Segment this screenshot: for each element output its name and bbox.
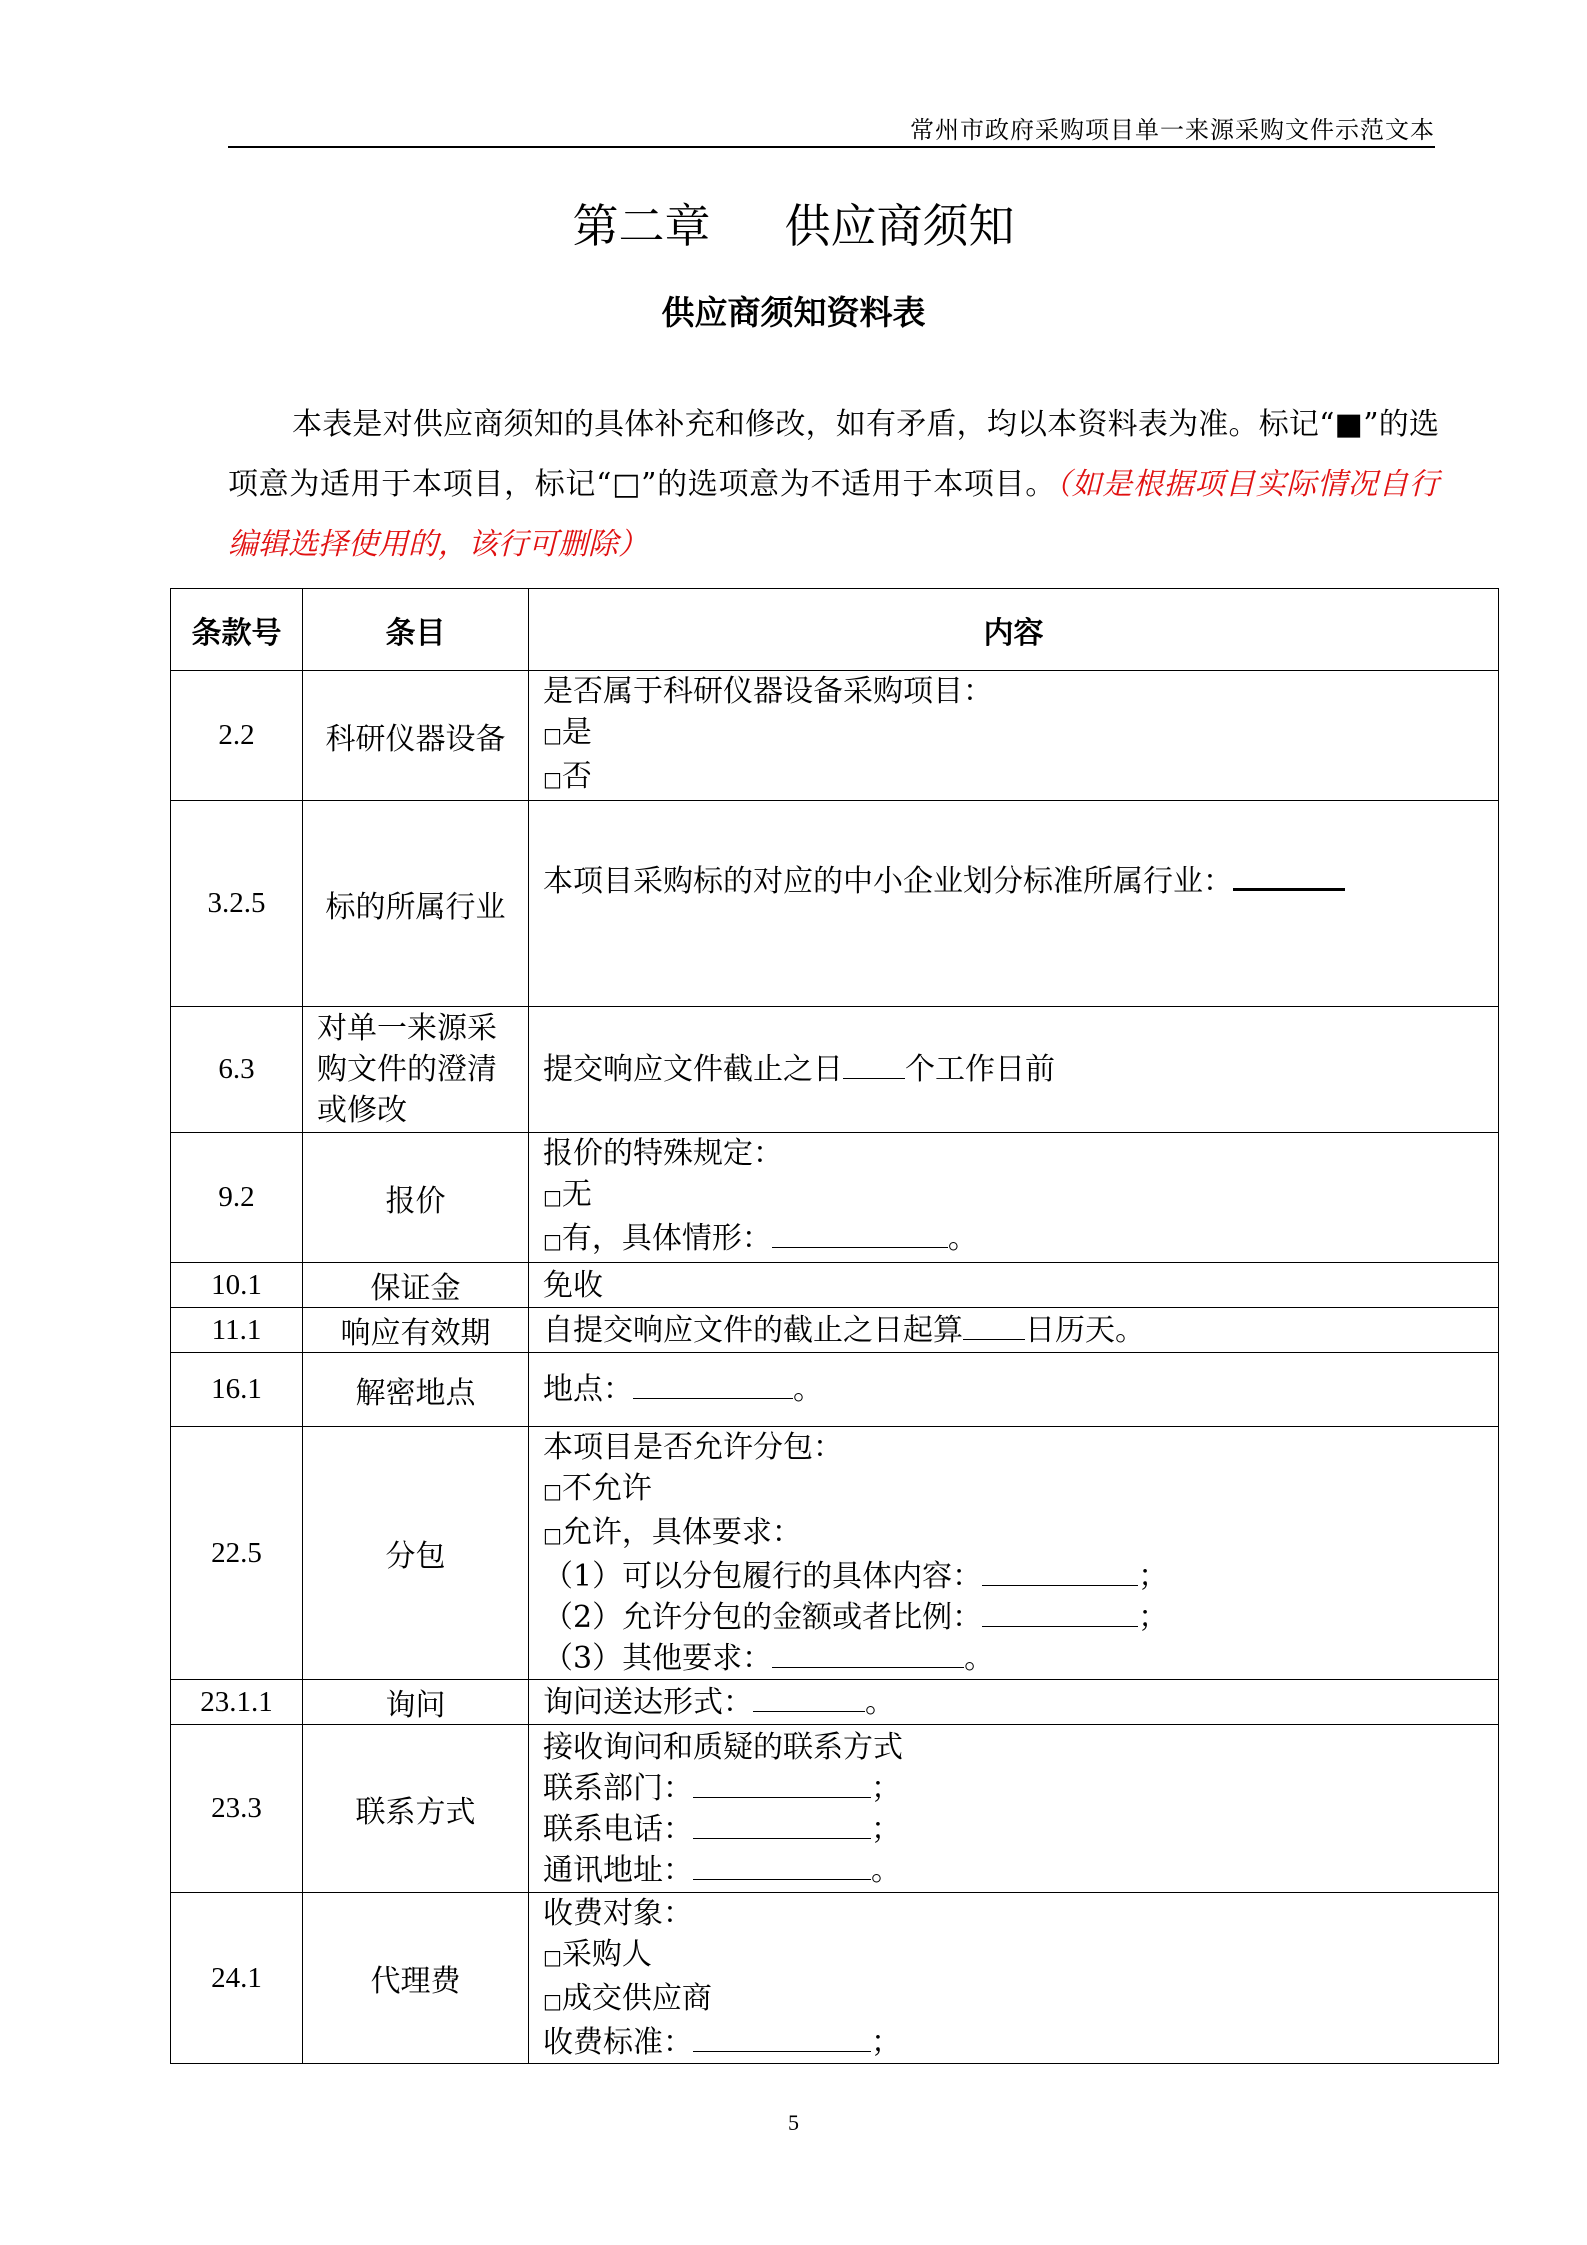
clause-number: 23.3 (171, 1725, 303, 1893)
checkbox-icon[interactable]: □ (543, 1229, 562, 1253)
content-line: 联系电话： (543, 1811, 693, 1847)
content-cell (529, 1263, 1499, 1308)
table-row (171, 1308, 1499, 1353)
fill-blank[interactable] (633, 1372, 793, 1399)
content-line: 本项目是否允许分包： (543, 1430, 843, 1465)
fill-blank[interactable] (1233, 862, 1345, 891)
content-line: 自提交响应文件的截止之日起算 (543, 1312, 963, 1348)
chapter-name: 供应商须知 (784, 199, 1015, 253)
clause-number: 2.2 (171, 671, 303, 801)
item-name: 代理费 (303, 1893, 529, 2064)
content-line: ； (871, 1811, 901, 1847)
content-line: 收费标准： (543, 2025, 693, 2060)
item-name: 保证金 (303, 1263, 529, 1308)
header-rule (228, 146, 1435, 148)
supplier-info-table (170, 588, 1499, 2064)
item-name: 科研仪器设备 (303, 671, 529, 801)
checkbox-icon[interactable]: □ (543, 1185, 562, 1209)
table-row (171, 1353, 1499, 1427)
option-label: 采购人 (561, 1937, 652, 1972)
option-label: 不允许 (561, 1471, 652, 1506)
item-name: 解密地点 (303, 1353, 529, 1427)
content-cell (529, 1133, 1499, 1263)
content-line: ； (1138, 1559, 1169, 1594)
content-cell (529, 1680, 1499, 1725)
fill-blank[interactable] (693, 2025, 871, 2052)
item-name: 联系方式 (303, 1725, 529, 1893)
header-content: 内容 (529, 589, 1499, 671)
fill-blank[interactable] (982, 1559, 1138, 1586)
table-row (171, 801, 1499, 1007)
content-line: 收费对象： (543, 1896, 693, 1931)
clause-number: 23.1.1 (171, 1680, 303, 1725)
checkbox-icon[interactable]: □ (543, 723, 562, 747)
item-name: 分包 (303, 1427, 529, 1680)
content-line: 联系部门： (543, 1770, 693, 1806)
item-name: 标的所属行业 (303, 801, 529, 1007)
table-row (171, 1263, 1499, 1308)
content-cell (529, 1308, 1499, 1353)
content-line: （2）允许分包的金额或者比例： (543, 1600, 983, 1635)
running-header: 常州市政府采购项目单一来源采购文件示范文本 (910, 116, 1435, 144)
content-line: 本项目采购标的对应的中小企业划分标准所属行业： (543, 864, 1233, 899)
header-item: 条目 (303, 589, 529, 671)
fill-blank[interactable] (982, 1600, 1138, 1627)
content-line: 询问送达形式： (543, 1684, 753, 1720)
clause-number: 3.2.5 (171, 801, 303, 1007)
header-clause: 条款号 (171, 589, 303, 671)
checkbox-icon[interactable]: □ (543, 1989, 562, 2013)
chapter-number: 第二章 (572, 199, 711, 253)
intro-text: 本表是对供应商须知的具体补充和修改，如有矛盾，均以本资料表为准。标记“■”的选项意为适用于本项目，标记“□”的选项意为不适用于本项目。 (228, 407, 1439, 502)
table-row (171, 1007, 1499, 1133)
content-line: 。 (947, 1221, 978, 1256)
table-title: 供应商须知资料表 (661, 293, 926, 332)
content-line: 接收询问和质疑的联系方式 (543, 1729, 903, 1765)
fill-blank[interactable] (693, 1853, 871, 1880)
item-name: 响应有效期 (303, 1308, 529, 1353)
clause-number: 22.5 (171, 1427, 303, 1680)
clause-number: 9.2 (171, 1133, 303, 1263)
table-row (171, 1893, 1499, 2064)
option-label: 成交供应商 (561, 1981, 712, 2016)
intro-paragraph (228, 395, 1439, 575)
fill-blank[interactable] (772, 1641, 964, 1668)
item-name: 询问 (303, 1680, 529, 1725)
content-cell (529, 1427, 1499, 1680)
content-line: （1）可以分包履行的具体内容： (543, 1559, 983, 1594)
content-cell (529, 1007, 1499, 1133)
content-line: 地点： (543, 1372, 633, 1407)
table-row (171, 671, 1499, 801)
checkbox-icon[interactable]: □ (543, 1523, 562, 1547)
content-line: 免收 (543, 1267, 603, 1303)
item-name: 报价 (303, 1133, 529, 1263)
fill-blank[interactable] (963, 1313, 1025, 1340)
clause-number: 16.1 (171, 1353, 303, 1427)
option-label: 有，具体情形： (561, 1221, 772, 1256)
page-number: 5 (788, 2110, 799, 2135)
content-cell (529, 801, 1499, 1007)
clause-number: 10.1 (171, 1263, 303, 1308)
content-line: ； (1138, 1600, 1169, 1635)
table-row (171, 1427, 1499, 1680)
clause-number: 6.3 (171, 1007, 303, 1133)
content-line: （3）其他要求： (543, 1641, 773, 1676)
content-line: ； (871, 1770, 901, 1806)
content-line: 。 (871, 1852, 901, 1888)
item-name: 对单一来源采购文件的澄清或修改 (303, 1007, 529, 1133)
content-cell (529, 671, 1499, 801)
content-cell (529, 1725, 1499, 1893)
clause-number: 11.1 (171, 1308, 303, 1353)
table-row (171, 1680, 1499, 1725)
content-line: 提交响应文件截止之日 (543, 1052, 843, 1087)
option-label: 是 (561, 715, 592, 750)
content-line: 。 (964, 1641, 995, 1676)
checkbox-icon[interactable]: □ (543, 1479, 562, 1503)
option-label: 无 (561, 1177, 592, 1212)
checkbox-icon[interactable]: □ (543, 767, 562, 791)
fill-blank[interactable] (693, 1771, 871, 1798)
content-line: 个工作日前 (905, 1052, 1055, 1087)
fill-blank[interactable] (843, 1052, 905, 1079)
clause-number: 24.1 (171, 1893, 303, 2064)
table-header-row (171, 589, 1499, 671)
content-line: 报价的特殊规定： (543, 1136, 783, 1171)
table-row (171, 1133, 1499, 1263)
fill-blank[interactable] (753, 1685, 865, 1712)
option-label: 否 (561, 759, 592, 794)
content-line: ； (871, 2025, 901, 2060)
chapter-title (0, 190, 1587, 256)
content-line: 是否属于科研仪器设备采购项目： (543, 674, 993, 709)
fill-blank[interactable] (693, 1812, 871, 1839)
content-cell (529, 1353, 1499, 1427)
intro-note: （如是根据项目实际情况自行编辑选择使用的，该行可删除） (228, 467, 1439, 562)
fill-blank[interactable] (772, 1221, 948, 1248)
content-line: 通讯地址： (543, 1852, 693, 1888)
checkbox-icon[interactable]: □ (543, 1945, 562, 1969)
content-line: 。 (865, 1684, 895, 1720)
content-line: 日历天。 (1025, 1312, 1145, 1348)
table-row (171, 1725, 1499, 1893)
content-line: 。 (793, 1372, 823, 1407)
option-label: 允许，具体要求： (561, 1515, 802, 1550)
content-cell (529, 1893, 1499, 2064)
